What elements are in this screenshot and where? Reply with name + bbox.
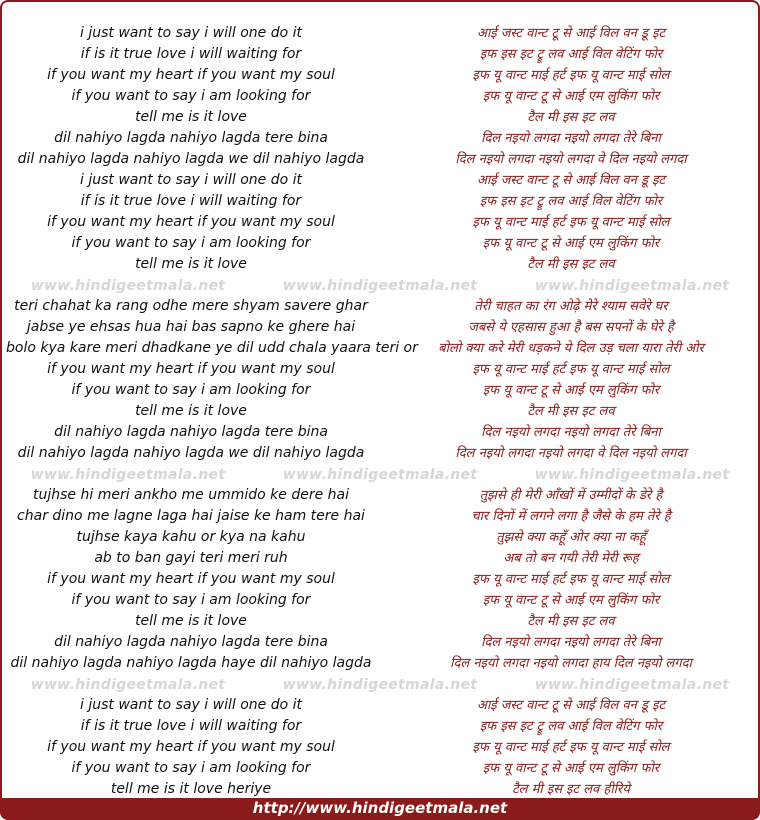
lyric-line-english: tell me is it love bbox=[135, 256, 247, 272]
lyric-line-hindi: इफ यू वान्ट टू से आई एम लुकिंग फोर bbox=[482, 761, 660, 776]
lyric-line-hindi: दिल नइयो लगदा नइयो लगदा हाय दिल नइयो लगदा bbox=[450, 656, 692, 671]
watermark-text: www.hindigeetmala.net bbox=[534, 466, 730, 483]
lyric-line-english: dil nahiyo lagda nahiyo lagda tere bina bbox=[54, 634, 328, 650]
lyric-line-hindi: दिल नइयो लगदा नइयो लगदा तेरे बिना bbox=[481, 635, 661, 650]
lyric-line-english: tujhse hi meri ankho me ummido ke dere hai bbox=[33, 487, 349, 503]
lyric-line-english: i just want to say i will one do it bbox=[80, 697, 302, 713]
lyric-line-english: dil nahiyo lagda nahiyo lagda we dil nahiyo lagda bbox=[17, 445, 365, 461]
lyric-line-english: dil nahiyo lagda nahiyo lagda tere bina bbox=[54, 424, 328, 440]
watermark-row bbox=[2, 464, 758, 485]
lyric-line-hindi: इफ यू वान्ट टू से आई एम लुकिंग फोर bbox=[482, 236, 660, 251]
lyric-line-english: char dino me lagne laga hai jaise ke ham tere hai bbox=[17, 508, 365, 524]
lyric-line-english: if you want my heart if you want my soul bbox=[47, 214, 335, 230]
lyric-line-hindi: टैल मी इस इट लव bbox=[527, 404, 615, 419]
footer-url-link[interactable]: http://www.hindigeetmala.net bbox=[252, 799, 508, 817]
lyric-line-english: tell me is it love heriye bbox=[110, 781, 272, 797]
lyric-line-hindi: टैल मी इस इट लव हीरिये bbox=[512, 782, 630, 797]
watermark-text: www.hindigeetmala.net bbox=[534, 277, 730, 294]
lyric-line-hindi: इफ यू वान्ट माई हर्ट इफ यू वान्ट माई सोल bbox=[472, 740, 670, 755]
lyric-line-english: ab to ban gayi teri meri ruh bbox=[94, 550, 288, 566]
lyric-line-hindi: अब तो बन गयी तेरी मेरी रूह bbox=[503, 551, 639, 566]
lyric-line-english: if you want my heart if you want my soul bbox=[47, 739, 335, 755]
lyric-line-english: dil nahiyo lagda nahiyo lagda haye dil nahiyo lagda bbox=[10, 655, 372, 671]
lyric-line-english: tujhse kaya kahu or kya na kahu bbox=[76, 529, 306, 545]
lyric-line-hindi: इफ यू वान्ट टू से आई एम लुकिंग फोर bbox=[482, 593, 660, 608]
lyric-line-english: i just want to say i will one do it bbox=[80, 25, 302, 41]
lyric-line-english: if you want to say i am looking for bbox=[71, 592, 311, 608]
lyric-line-english: if is it true love i will waiting for bbox=[80, 193, 302, 209]
watermark-text: www.hindigeetmala.net bbox=[282, 277, 478, 294]
watermark-row bbox=[2, 275, 758, 296]
watermark-text: www.hindigeetmala.net bbox=[282, 676, 478, 693]
watermark-text: www.hindigeetmala.net bbox=[534, 676, 730, 693]
lyric-line-english: dil nahiyo lagda nahiyo lagda we dil nahiyo lagda bbox=[17, 151, 365, 167]
lyric-line-hindi: आई जस्ट वान्ट टू से आई विल वन डू इट bbox=[476, 698, 666, 713]
lyric-line-hindi: इफ यू वान्ट माई हर्ट इफ यू वान्ट माई सोल bbox=[472, 215, 670, 230]
lyric-line-hindi: इफ यू वान्ट माई हर्ट इफ यू वान्ट माई सोल bbox=[472, 68, 670, 83]
lyric-line-english: tell me is it love bbox=[135, 109, 247, 125]
lyric-line-english: if you want to say i am looking for bbox=[71, 382, 311, 398]
lyric-line-english: teri chahat ka rang odhe mere shyam savere ghar bbox=[14, 298, 368, 314]
lyric-line-english: if you want to say i am looking for bbox=[71, 235, 311, 251]
lyric-line-english: i just want to say i will one do it bbox=[80, 172, 302, 188]
lyric-line-hindi: इफ इस इट ट्रू लव आई विल वेटिंग फोर bbox=[479, 194, 663, 209]
lyric-line-hindi: दिल नइयो लगदा नइयो लगदा वे दिल नइयो लगदा bbox=[455, 152, 687, 167]
lyric-line-hindi: आई जस्ट वान्ट टू से आई विल वन डू इट bbox=[476, 173, 666, 188]
lyric-line-hindi: तुझसे ही मेरी आँखों में उम्मीदों के डेरे है bbox=[479, 488, 663, 503]
lyric-line-hindi: बोलो क्या करे मेरी धड़कने ये दिल उड़ चला यारा तेरी ओर bbox=[438, 341, 704, 356]
lyric-line-hindi: टैल मी इस इट लव bbox=[527, 257, 615, 272]
watermark-text: www.hindigeetmala.net bbox=[30, 676, 226, 693]
lyric-line-hindi: दिल नइयो लगदा नइयो लगदा तेरे बिना bbox=[481, 131, 661, 146]
lyric-line-hindi: चार दिनों में लगने लगा है जैसे के हम तेरे है bbox=[471, 509, 671, 524]
lyric-line-hindi: तुझसे क्या कहूँ ओर क्या ना कहूँ bbox=[496, 530, 646, 545]
lyric-line-hindi: जबसे ये एहसास हुआ है बस सपनों के घेरे है bbox=[468, 320, 674, 335]
lyric-line-english: if is it true love i will waiting for bbox=[80, 718, 302, 734]
lyric-line-hindi: इफ इस इट ट्रू लव आई विल वेटिंग फोर bbox=[479, 47, 663, 62]
lyric-line-english: if you want to say i am looking for bbox=[71, 88, 311, 104]
lyric-line-hindi: आई जस्ट वान्ट टू से आई विल वन डू इट bbox=[476, 26, 666, 41]
lyric-line-hindi: टैल मी इस इट लव bbox=[527, 110, 615, 125]
lyric-line-hindi: इफ इस इट ट्रू लव आई विल वेटिंग फोर bbox=[479, 719, 663, 734]
lyric-line-english: tell me is it love bbox=[135, 403, 247, 419]
watermark-text: www.hindigeetmala.net bbox=[30, 277, 226, 294]
lyric-line-english: if you want my heart if you want my soul bbox=[47, 571, 335, 587]
watermark-text: www.hindigeetmala.net bbox=[30, 466, 226, 483]
lyric-line-hindi: इफ यू वान्ट टू से आई एम लुकिंग फोर bbox=[482, 89, 660, 104]
lyric-line-hindi: इफ यू वान्ट टू से आई एम लुकिंग फोर bbox=[482, 383, 660, 398]
lyric-line-english: if you want to say i am looking for bbox=[71, 760, 311, 776]
watermark-text: www.hindigeetmala.net bbox=[282, 466, 478, 483]
lyric-line-english: if is it true love i will waiting for bbox=[80, 46, 302, 62]
lyric-line-hindi: दिल नइयो लगदा नइयो लगदा वे दिल नइयो लगदा bbox=[455, 446, 687, 461]
lyric-line-english: dil nahiyo lagda nahiyo lagda tere bina bbox=[54, 130, 328, 146]
lyric-line-hindi: इफ यू वान्ट माई हर्ट इफ यू वान्ट माई सोल bbox=[472, 572, 670, 587]
lyric-line-hindi: टैल मी इस इट लव bbox=[527, 614, 615, 629]
watermark-row bbox=[2, 674, 758, 695]
footer-bar bbox=[2, 798, 758, 818]
lyric-line-english: jabse ye ehsas hua hai bas sapno ke ghere hai bbox=[26, 319, 356, 335]
lyric-line-english: bolo kya kare meri dhadkane ye dil udd chala yaara teri or bbox=[6, 340, 418, 356]
lyric-line-hindi: इफ यू वान्ट माई हर्ट इफ यू वान्ट माई सोल bbox=[472, 362, 670, 377]
lyric-line-hindi: दिल नइयो लगदा नइयो लगदा तेरे बिना bbox=[481, 425, 661, 440]
lyric-line-english: if you want my heart if you want my soul bbox=[47, 67, 335, 83]
lyric-line-hindi: तेरी चाहत का रंग ओढ़े मेरे श्याम सवेरे घर bbox=[474, 299, 668, 314]
lyric-line-english: tell me is it love bbox=[135, 613, 247, 629]
lyric-line-english: if you want my heart if you want my soul bbox=[47, 361, 335, 377]
